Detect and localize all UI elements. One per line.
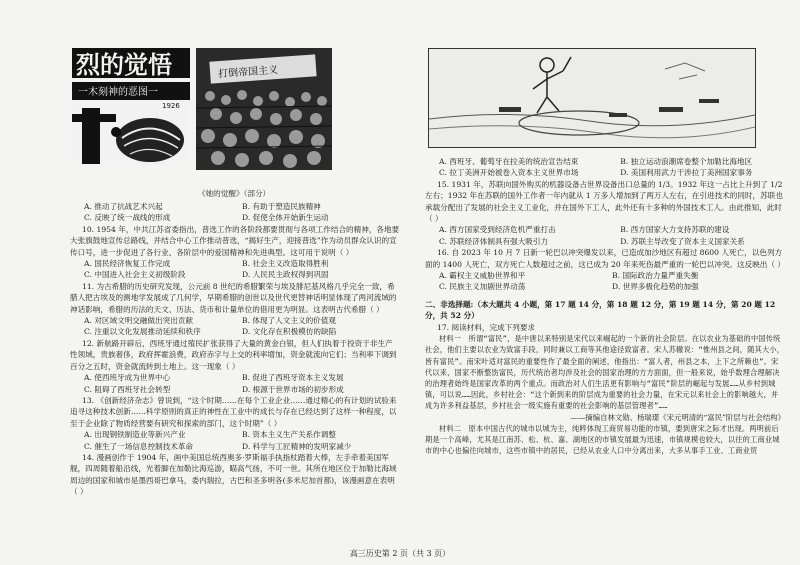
q13-option-b: B. 资本主义生产关系作调整 [242,430,336,440]
q10-option-d: D. 人民民主政权得到巩固 [242,270,329,280]
q9-option-b: B. 有助于塑造民族精神 [242,202,321,211]
woodcut-1-art [72,48,190,166]
question-17: 17. 阅读材料，完成下列要求 [437,322,536,332]
q11-option-b: B. 体现了人文主义的价值观 [242,316,336,326]
q10-option-a: A. 国民经济恢复工作完成 [84,259,171,269]
q9-option-c: C. 反映了统一战线的形成 [84,213,171,223]
right-column [425,156,785,457]
woodcut-2-banner-text: 打倒帝国主义 [217,64,279,81]
question-13: 13. 《创新经济杂志》曾说到，“这个时期……在每个工业企业……通过精心的有计划的试验来追寻这种技术创新……科学原则的真正的神性在工业中的成长与存在已经达到了这样一种程度，以至于企业除了物质经营要有研究和探索的部门，这个时期”（ ） [70,395,397,428]
q15-option-c: C. 苏联经济体制具有强大吸引力 [439,236,549,246]
woodcut-2-art [196,48,332,170]
q14-option-b: B. 独立运动浪潮席卷整个加勒比海地区 [620,157,753,166]
q9-options [84,201,400,224]
q14-option-d: D. 美国利用武力干涉拉丁美洲国家事务 [620,168,753,178]
q9-option-d: D. 促使全体开始新生运动 [242,213,329,223]
section-two-title: 二、非选择题:（本大题共 4 小题，第 17 题 14 分，第 18 题 12 分，第 19 题 14 分，第 20 题 12 分，共 52 分） [425,299,776,321]
woodcut-1-title-text: 烈的觉悟 [76,50,172,79]
q12-option-d: D. 根源于世界市场的初步形成 [242,384,344,394]
q13-option-d: D. 科学与工匠精神的发明家减少 [242,441,352,451]
page-footer: 高三历史第 2 页（共 3 页） [349,549,451,558]
woodcut-1-subtitle-text: 一木刻神的恶图一 [78,87,158,98]
question-16: 16. 自 2023 年 10 月 7 日新一轮巴以冲突爆发以来，已造成加沙地区有超过 8600 人死亡，以色列方面的 1400 人死亡，双方死亡人数超过之前，这已成为 20 年来死伤最严重的一轮巴以冲突。这反映出（ ） [425,248,785,269]
question-12: 12. 新航路开辟后，西班牙通过殖民扩张获得了大量的黄金白银，但人们执着于投资于非生产性领域，贵族奢侈，政府挥霍浪费，政府赤字与上交的利率增加，资金就流向它们；当利率下调到百分之五时，资金就流转到土地上。这一现象（ ） [70,338,397,371]
q15-option-b: B. 西方国家大力支持苏联的建设 [620,225,730,235]
q12-option-a: A. 使西班牙成为世界中心 [84,373,171,383]
cartoon-art [429,49,755,147]
left-column [70,201,400,498]
q10-option-b: B. 社会主义改造取得胜利 [242,259,329,269]
q14-option-c: C. 拉丁美洲开始被卷入资本主义世界市场 [439,168,579,178]
q11-option-a: A. 对区域文明交融做出突出贡献 [84,316,194,326]
q12-options [84,372,400,395]
q13-option-c: C. 催生了一场信息控制技术革命 [84,441,194,451]
q14-options [439,156,785,179]
q10-option-c: C. 中国进入社会主义初级阶段 [84,270,186,280]
q12-option-b: B. 促进了西班牙资本主义发展 [242,373,344,383]
q16-option-b: B. 国际政治力量严重失衡 [612,271,699,281]
q12-option-c: C. 阻碍了西班牙社会转型 [84,384,171,394]
q13-option-a: A. 出现钢铁制造业等新兴产业 [84,430,186,440]
woodcut-1-year-text: 1926 [162,102,180,110]
woodcut-image-2 [196,48,332,170]
q14-option-a: A. 西班牙、葡萄牙在拉美的统治宣告结束 [439,157,579,166]
q16-option-d: D. 世界多极化趋势的加强 [612,282,699,292]
figure-caption: 《她的觉醒》（部分） [198,189,271,198]
q13-options [84,429,400,452]
question-11: 11. 为古希腊的历史研究发现，公元前 8 世纪的希腊繁荣与埃及腓尼基风格几乎完全一致，希腊人把古埃及的测地学发展成了几何学，早期希腊的创世以及世代更替神话明显体现了两河流域的神话影响，希腊的历法的天文、历法、货币和计量单位的借用更为明显。这表明古代希腊（ ） [70,281,397,314]
q15-option-d: D. 苏联主导改变了资本主义国家关系 [620,236,745,246]
question-10: 10. 1954 年，中共江苏省委指出，普选工作的各阶段都要贯彻与各项工作结合的精神，各地要大张旗鼓地宣传总路线，并结合中心工作推动普选，“揭好生产，迎接普选”作为动员群众认识的宣传口号，进一步促进了各行业、各阶层中的爱国精神和先进典型。这可用于说明（ ） [70,224,400,257]
q16-options [439,270,785,293]
q9-option-a: A. 推动了抗战艺术兴起 [84,202,163,211]
woodcut-image-1 [72,48,190,166]
material-two: 材料二 原本中国古代的城市以城为主，纯粹体现工商贸易功能的市镇，要到唐宋之际才出现。两明前后期是一个高峰，尤其是江南苏、松、杭、嘉、湖地区的市镇发展最为迅速，市镇规模也较大，以往的工商业城市的中心也偏往向城市，这些市镇中的居民，已经从农业人口中分离出来，大多从事手工业、工商业贸 [425,423,780,456]
q15-options [439,224,785,247]
q10-options [84,258,400,281]
q16-option-c: C. 民族主义加剧世界动荡 [439,282,526,292]
q16-option-a: A. 霸权主义威胁世界和平 [439,271,526,281]
q15-option-a: A. 西方国家受到经济危机严重打击 [439,225,556,235]
roosevelt-cartoon-image [428,48,756,148]
question-15: 15. 1931 年，苏联向国外购买的机器设备占世界设备出口总量的 1/3。1932 年这一占比上升到了 1/2 左右；1932 年在苏联的国外工作者一年内就从 1 万多人增加到了两万人左右，在引进技术的同时，苏联也承载分配出了发展的社会主义工业化，并在国外下工人，此外还有十多种的外国技术工人。由此推知，此时（ ） [425,179,783,224]
question-14: 14. 漫画创作于 1904 年，画中美国总统西奥多·罗斯福手执指杖踏着大棒，左手牵着美国军舰，四周随着船沿线，光着脚在加勒比海巡游，瞄高气扬，不可一世。其所在地区位于加勒比海域周边的国家和城市是墨西哥巴拿马，委内瑞拉，古巴和圣多明各(多米尼加首都)，该漫画意在表明（ ） [70,452,397,497]
q11-option-d: D. 文化存在积极模仿的缺陷 [242,327,337,337]
material-one: 材料一 所谓“富民”，是中唐以来特别是宋代以来崛起的一个新的社会阶层。在以农业为基础的中国传统社会，他们主要以农业为致富手段，同时兼以工商等其他途径致富者。宋人苏辙说：“惟州县之间，随其大小，皆有富民”。南宋叶适对富民的重要性作了最全面的阐述，他指出：“富人者，州县之本，上下之所赖也”。宋代以来，国家不断整饬富民，历代统治者均涉及社会的国家治理的方方面面，但一般来说，始乎数理合理解决的治理者始终是国家改革的两个重点。而政治对人们生活更有影响与“富民”阶层的崛起与发展……从乡村到城镇，可以说……因此，乡村社会：“这个新到来的阶层成为重要的社会力量，在宋元以来社会上的影响越大，并成为许多利益基层，乡村社会一级实施有重要的社会影响的基层管理者”…… [425,334,785,411]
q11-options [84,315,400,338]
material-one-source: ——摘编自林文勋、杨瑞璟《宋元明清的“富民”阶层与社会结构》 [570,412,785,422]
q11-option-c: C. 注重以文化发展推动延续和秩序 [84,327,201,337]
